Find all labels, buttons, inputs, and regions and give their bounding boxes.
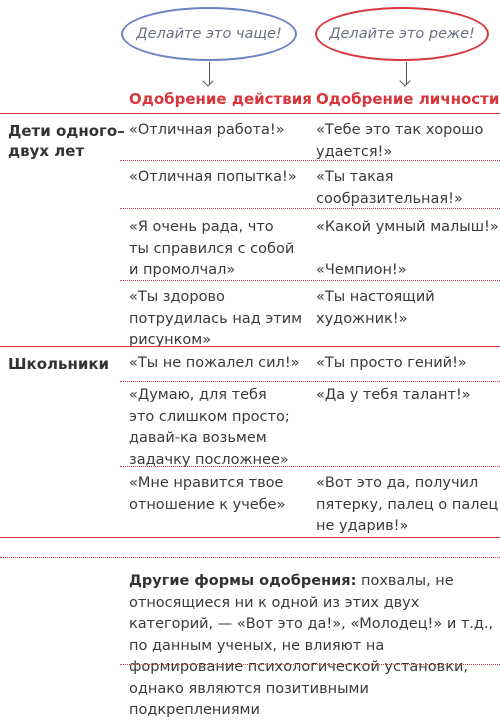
bubble-do-more-text: Делайте это чаще!	[136, 26, 282, 42]
bubble-do-less-text: Делайте это реже!	[329, 26, 475, 42]
note-top-divider	[0, 557, 500, 558]
arrow-down-icon	[209, 62, 210, 84]
other-praise-note	[129, 571, 499, 722]
cell-person: «Ты настоящий художник!»	[316, 289, 435, 327]
cell-action: «Думаю, для тебя это слишком просто; давай-ка возьмем задачку посложнее»	[129, 387, 290, 468]
group-label-schoolchildren: Школьники	[8, 355, 110, 373]
header-divider	[0, 113, 500, 114]
section-divider	[0, 537, 500, 538]
bubble-do-less	[315, 7, 489, 61]
note-title: Другие формы одобрения:	[129, 573, 357, 589]
bubble-do-more	[121, 7, 297, 61]
arrow-down-icon	[406, 62, 407, 84]
cell-person: «Ты просто гений!»	[316, 355, 467, 371]
note-text: похвалы, не относящиеся ни к одной из этих двух категорий, — «Вот это да!», «Молодец!» и т.д., по данным ученых, не влияют на формирование психологической установки, однако являются позитивными подкреплениями	[129, 573, 494, 718]
row-divider	[120, 280, 500, 281]
cell-person: «Ты такая сообразительная!»	[316, 169, 463, 207]
cell-action: «Мне нравится твое отношение к учебе»	[129, 475, 286, 513]
header-action-praise: Одобрение действия	[129, 90, 312, 108]
row-divider	[120, 208, 500, 209]
note-bottom-divider	[120, 664, 500, 665]
cell-person: «Да у тебя талант!»	[316, 387, 471, 403]
row-divider	[120, 466, 500, 467]
row-divider	[120, 381, 500, 382]
row-divider	[120, 160, 500, 161]
cell-action: «Ты не пожалел сил!»	[129, 355, 300, 371]
cell-person: «Тебе это так хорошо удается!»	[316, 122, 484, 160]
cell-action: «Отличная попытка!»	[129, 169, 297, 185]
cell-action: «Я очень рада, что ты справился с собой и промолчал»	[129, 219, 295, 278]
cell-person: «Какой умный малыш!» «Чемпион!»	[316, 219, 499, 278]
cell-action: «Ты здорово потрудилась над этим рисунком»	[129, 289, 303, 348]
cell-action: «Отличная работа!»	[129, 122, 285, 138]
group-label-toddlers: Дети одного– двух лет	[8, 122, 125, 160]
group-divider	[0, 346, 500, 347]
header-person-praise: Одобрение личности	[316, 90, 500, 108]
cell-person: «Вот это да, получил пятерку, палец о палец не ударив!»	[316, 475, 499, 534]
